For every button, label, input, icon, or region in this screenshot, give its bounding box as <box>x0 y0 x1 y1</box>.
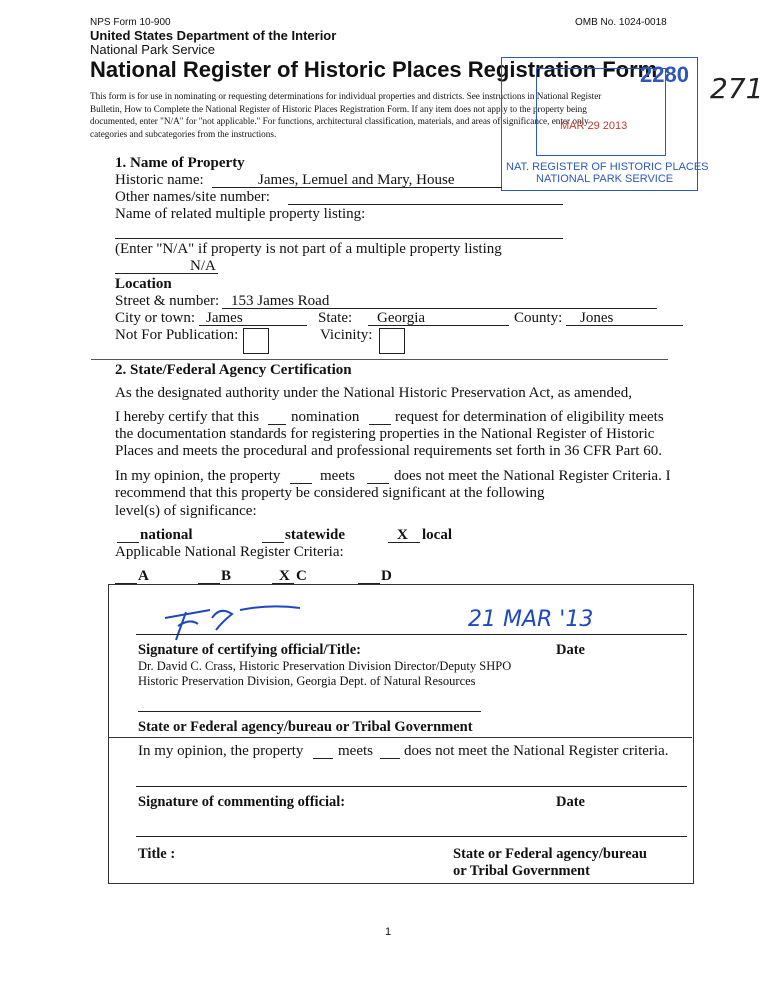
other-names-label: Other names/site number: <box>115 189 270 205</box>
department-name: United States Department of the Interior <box>90 28 337 43</box>
handwritten-date: 21 MAR '13 <box>468 607 594 632</box>
criteria-a: A <box>138 568 149 584</box>
stamp-line-1: NAT. REGISTER OF HISTORIC PLACES <box>506 161 709 173</box>
not-for-publication-label: Not For Publication: <box>115 327 239 343</box>
page-number: 1 <box>385 926 392 938</box>
state-field[interactable]: Georgia <box>377 310 426 326</box>
criteria-c-mark[interactable]: X <box>279 568 290 584</box>
city-field[interactable]: James <box>206 310 243 326</box>
vicinity-label: Vicinity: <box>320 327 373 343</box>
form-number: NPS Form 10-900 <box>90 17 171 28</box>
certify-request: request for determination of eligibility meets <box>395 409 664 425</box>
section-1-heading: 1. Name of Property <box>115 155 245 171</box>
certify-text-3: Places and meets the procedural and professional requirements set forth in 36 CFR Part 60. <box>115 443 662 459</box>
omb-number: OMB No. 1024-0018 <box>575 17 667 28</box>
section-divider <box>91 359 668 360</box>
official-name: Dr. David C. Crass, Historic Preservation Division Director/Deputy SHPO <box>138 659 512 673</box>
opinion2-text-a: In my opinion, the property <box>138 743 304 759</box>
opinion2-text-c: does not meet the National Register criteria. <box>404 743 669 759</box>
intro-text: This form is for use in nominating or requesting determinations for individual properties and districts. See instructions in National Register Bulletin, How to Complete the National Register of Historic Places Registration Form. If any item does not apply to the property being documented, enter "N/A" for "not applicable." For functions, architectural classification, materials, and areas of significance, enter only categories and subcategories from the instructions. <box>90 91 602 139</box>
received-stamp <box>501 57 709 191</box>
margin-note: 271 <box>710 72 764 105</box>
county-label: County: <box>514 310 563 326</box>
multiple-property-value[interactable]: N/A <box>190 258 216 274</box>
stamp-line-2: NATIONAL PARK SERVICE <box>536 173 674 185</box>
certifying-date-label: Date <box>556 642 585 658</box>
authority-text: As the designated authority under the National Historic Preservation Act, as amended, <box>115 385 632 401</box>
criteria-c: C <box>296 568 307 584</box>
state-label: State: <box>318 310 353 326</box>
stamp-date: MAR 29 2013 <box>560 120 628 132</box>
not-for-publication-checkbox[interactable] <box>243 328 269 354</box>
street-label: Street & number: <box>115 293 220 309</box>
city-label: City or town: <box>115 310 196 326</box>
criteria-d: D <box>381 568 392 584</box>
level-statewide: statewide <box>285 527 345 543</box>
level-local: local <box>422 527 452 543</box>
agency2-line-1: State or Federal agency/bureau <box>453 846 647 862</box>
commenting-date-label: Date <box>556 794 585 810</box>
street-field[interactable]: 153 James Road <box>231 293 330 309</box>
agency-label: State or Federal agency/bureau or Tribal Government <box>138 719 473 735</box>
multiple-property-label: Name of related multiple property listing: <box>115 206 366 222</box>
criteria-label: Applicable National Register Criteria: <box>115 544 344 560</box>
county-field[interactable]: Jones <box>580 310 614 326</box>
level-text: level(s) of significance: <box>115 503 257 519</box>
criteria-b: B <box>221 568 232 584</box>
recommend-text: recommend that this property be considered significant at the following <box>115 485 545 501</box>
opinion-text-a: In my opinion, the property <box>115 468 281 484</box>
historic-name-field[interactable]: James, Lemuel and Mary, House <box>258 172 455 188</box>
certify-nomination: nomination <box>291 409 360 425</box>
vicinity-checkbox[interactable] <box>379 328 405 354</box>
title-label: Title : <box>138 846 176 862</box>
certify-text-a: I hereby certify that this <box>115 409 260 425</box>
stamp-number: 2280 <box>640 62 689 87</box>
service-name: National Park Service <box>90 42 215 57</box>
enter-na-note: (Enter "N/A" if property is not part of a multiple property listing <box>115 241 502 257</box>
opinion-meets: meets <box>320 468 355 484</box>
section-2-heading: 2. State/Federal Agency Certification <box>115 362 352 378</box>
opinion-text-c: does not meet the National Register Criteria. I <box>394 468 671 484</box>
historic-name-label: Historic name: <box>115 172 204 188</box>
commenting-signature-label: Signature of commenting official: <box>138 794 346 810</box>
level-national: national <box>140 527 193 543</box>
certify-text-2: the documentation standards for registering properties in the National Register of Historic <box>115 426 655 442</box>
agency2-line-2: or Tribal Government <box>453 863 590 879</box>
official-division: Historic Preservation Division, Georgia Dept. of Natural Resources <box>138 674 476 688</box>
opinion2-meets: meets <box>338 743 373 759</box>
handwritten-signature <box>150 596 310 646</box>
certifying-signature-label: Signature of certifying official/Title: <box>138 642 361 658</box>
form-title: National Register of Historic Places Registration Form <box>90 57 658 82</box>
location-heading: Location <box>115 276 172 292</box>
level-local-mark[interactable]: X <box>397 527 408 543</box>
